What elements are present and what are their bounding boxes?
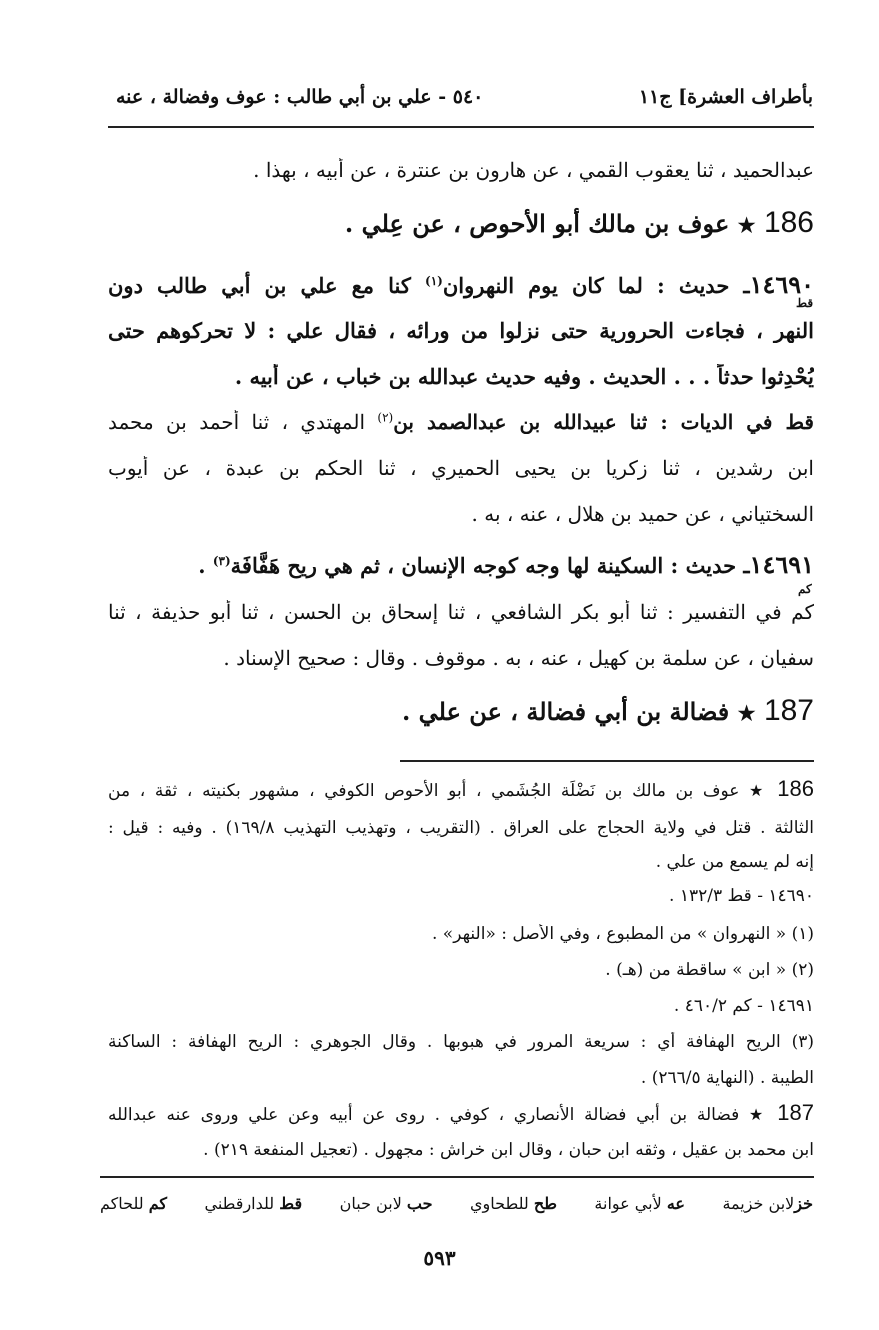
- abbreviation-code: خز: [794, 1194, 813, 1213]
- star-icon: ★: [749, 781, 768, 800]
- isnad-1-line-3: السختياني ، عن حميد بن هلال ، عنه ، به .: [471, 502, 814, 526]
- abbreviation-name: لأبي عوانة: [594, 1194, 662, 1213]
- footnote-2: (٢) « ابن » ساقطة من (هـ) .: [605, 960, 814, 980]
- hadith-14690-line-1: [108, 270, 814, 299]
- header-right: بأطراف العشرة] ج١١: [638, 86, 813, 108]
- page-number: ٥٩٣: [423, 1246, 456, 1270]
- entry-title: عوف بن مالك أبو الأحوص ، عن عِلي .: [344, 209, 730, 238]
- footnote-number: 186: [777, 776, 814, 801]
- abbreviation-name: للطحاوي: [470, 1194, 529, 1213]
- body-line-1: عبدالحميد ، ثنا يعقوب القمي ، عن هارون بن عنترة ، عن أبيه ، بهذا .: [253, 158, 814, 182]
- footnote-14691-ref: ١٤٦٩١ - كم ٤٦٠/٢ .: [673, 996, 814, 1016]
- entry-title: فضالة بن أبي فضالة ، عن علي .: [401, 697, 730, 726]
- footnote-1: (١) « النهروان » من المطبوع ، وفي الأصل : «النهر» .: [431, 924, 814, 944]
- entry-186-heading: [108, 206, 814, 240]
- footnote-marker: (٢): [377, 410, 394, 425]
- footnote-number: 187: [777, 1100, 814, 1125]
- entry-187-heading: [108, 694, 814, 728]
- entry-number: 186: [763, 206, 814, 239]
- abbreviation-code: كم: [148, 1194, 167, 1213]
- hadith-text: كنا مع علي بن أبي طالب دون: [108, 273, 411, 298]
- source-siglum: قط: [796, 296, 814, 310]
- abbreviation-code: عه: [666, 1194, 685, 1213]
- hadith-label: ـ حديث :: [656, 273, 750, 298]
- isnad-1-line-2: ابن رشدين ، ثنا زكريا بن يحيى الحميري ، ثنا الحكم بن عبدة ، عن أيوب: [108, 456, 814, 480]
- footnote-text: عوف بن مالك بن نَضْلَة الجُشَمي ، أبو الأحوص الكوفي ، مشهور بكنيته ، ثقة ، من: [108, 781, 740, 801]
- footnote-3-line-2: الطيبة . (النهاية ٢٦٦/٥) .: [640, 1068, 814, 1088]
- abbreviation-code: طح: [533, 1194, 557, 1213]
- footnote-3-line-1: (٣) الريح الهفافة أي : سريعة المرور في هبوبها . وقال الجوهري : الريح الهفافة : الساكنة: [108, 1032, 814, 1052]
- footnote-186-line-3: إنه لم يسمع من علي .: [655, 852, 814, 872]
- abbreviation-item: [340, 1194, 433, 1213]
- abbreviation-item: [100, 1194, 167, 1213]
- punctuation: .: [198, 553, 213, 578]
- abbreviation-name: لابن حبان: [339, 1194, 402, 1213]
- footnote-186-line-2: الثالثة . قتل في ولاية الحجاج على العراق . (التقريب ، وتهذيب التهذيب ١٦٩/٨) . وفيه : قيل :: [108, 818, 814, 838]
- footnote-14690-ref: ١٤٦٩٠ - قط ١٣٢/٣ .: [669, 886, 814, 906]
- star-icon: ★: [748, 1105, 768, 1124]
- hadith-text: السكينة لها وجه كوجه الإنسان ، ثم هي ريح هَفَّافَة: [230, 553, 664, 578]
- abbreviation-code: حب: [406, 1194, 433, 1213]
- abbreviation-code: قط: [279, 1194, 303, 1213]
- abbreviation-name: لابن خزيمة: [722, 1194, 795, 1213]
- hadith-text: لما كان يوم النهروان: [442, 273, 643, 298]
- isnad-2-line-1: كم في التفسير : ثنا أبو بكر الشافعي ، ثنا إسحاق بن الحسن ، ثنا أبو حذيفة ، ثنا: [108, 600, 814, 624]
- hadith-number: ١٤٦٩٠: [749, 270, 814, 299]
- footnote-separator: [400, 760, 814, 762]
- hadith-14690-line-3: يُحْدِثوا حدثاً . . . الحديث . وفيه حديث عبدالله بن خباب ، عن أبيه .: [234, 364, 814, 389]
- isnad-1-line-1: [108, 410, 814, 434]
- footnote-187-line-1: [108, 1100, 814, 1126]
- abbreviation-item: [594, 1194, 685, 1213]
- isnad-text: المهتدي ، ثنا أحمد بن محمد: [108, 410, 366, 434]
- abbreviation-key: [100, 1194, 813, 1213]
- abbreviation-rule: [100, 1176, 814, 1178]
- isnad-2-line-2: سفيان ، عن سلمة بن كهيل ، عنه ، به . موقوف . وقال : صحيح الإسناد .: [223, 646, 814, 670]
- abbreviation-name: للدارقطني: [204, 1194, 275, 1213]
- hadith-14691-line-1: [108, 550, 814, 579]
- footnote-text: فضالة بن أبي فضالة الأنصاري ، كوفي . روى عن أبيه وعن علي وروى عنه عبدالله: [108, 1105, 740, 1125]
- star-icon: ★: [737, 213, 756, 237]
- entry-number: 187: [763, 694, 814, 727]
- abbreviation-name: للحاكم: [100, 1194, 144, 1213]
- header-center: ٥٤٠ - علي بن أبي طالب : عوف وفضالة ، عنه: [116, 86, 484, 108]
- hadith-number: ١٤٦٩١: [749, 550, 814, 579]
- star-icon: ★: [737, 701, 756, 725]
- isnad-text: قط في الديات : ثنا عبيدالله بن عبدالصمد بن: [393, 410, 814, 434]
- footnote-marker: (٣): [212, 554, 231, 568]
- abbreviation-item: [205, 1194, 303, 1213]
- hadith-14690-line-2: النهر ، فجاءت الحرورية حتى نزلوا من ورائه ، فقال علي : لا تحركوهم حتى: [108, 318, 814, 343]
- hadith-label: ـ حديث :: [670, 553, 750, 578]
- abbreviation-item: [722, 1194, 813, 1213]
- footnote-187-line-2: ابن محمد بن عقيل ، وثقه ابن حبان ، وقال ابن خراش : مجهول . (تعجيل المنفعة ٢١٩) .: [203, 1140, 814, 1160]
- abbreviation-item: [470, 1194, 557, 1213]
- header-rule: [108, 126, 814, 128]
- footnote-marker: (١): [425, 274, 443, 288]
- source-siglum: كم: [798, 582, 812, 596]
- running-header: [108, 86, 813, 108]
- footnote-186-line-1: [108, 776, 814, 802]
